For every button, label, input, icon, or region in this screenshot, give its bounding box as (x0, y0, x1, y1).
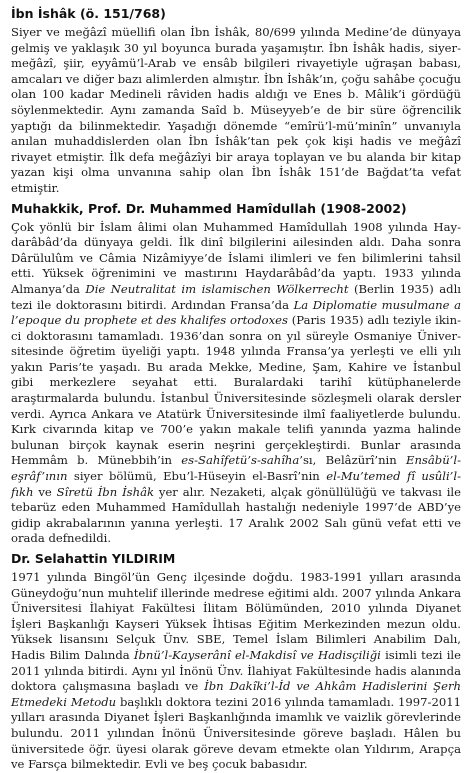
body-text: ’sı, Belâzürî’nin (299, 453, 406, 468)
body-text: yer alır. Nezaketi, alçak gönüllülüğü ve takvası ile tebarüz eden Muhammed Hamîdullah hastalığı nedeniyle 1997’de ABD’ye gidip akrabalarının yanına yerleşti. 17 Aralık 2002 Salı günü vefat etti ve orada defnedildi. (11, 484, 461, 546)
body-text: ve (33, 484, 57, 499)
body-text: (Paris 1935) adlı teziyle ikinci doktorasını tamamladı. 1936’dan sonra on yıl süreyle Osmaniye Üniversitesinde öğretim üyeliği yaptı. 1948 yılında Fransa’ya yerleşti ve elli yılı yakın Paris’te yaşadı. Bu arada Mekke, Medine, Şam, Kahire ve İstanbul gibi merkezlere seyahat etti. Buralardaki tarihî kütüphanelerde araştırmalarda bulundu. İstanbul Üniversitesinde sözleşmeli olarak dersler verdi. Ayrıca Ankara ve Atatürk Üniversitesinde ilmî faaliyetlerde bulundu. Kırk civarında kitap ve 700’e yakın makale telifi yanında yazma halinde bulunan birçok kaynak eserin neşrini gerçekleştirdi. Bunlar arasında Hemmâm b. Münebbih’in (11, 313, 461, 468)
bio-section-yildirim (11, 551, 461, 773)
italic-title-text: es-Sahîfetü’s-sahîha (181, 453, 300, 468)
body-text: 1971 yılında Bingöl’ün Genç ilçesinde doğdu. 1983-1991 yılları arasında Güneydoğu’nun muhtelif illerinde medrese eğitimi aldı. 2007 yılında Ankara Üniversitesi İlahiyat Fakültesi İlitam Bölümünden, 2010 yılında Diyanet İşleri Başkanlığı Kayseri Yüksek İhtisas Eğitim Merkezinden mezun oldu. Yüksek lisansını Selçuk Ünv. SBE, Temel İslam Bilimleri Anabilim Dalı, Hadis Bilim Dalında (11, 570, 461, 662)
italic-title-text: Ensâbü’l-eşrâf’ının (11, 453, 461, 484)
section-heading: Dr. Selahattin YILDIRIM (11, 551, 176, 566)
body-text: Siyer ve meğâzî müellifi olan İbn İshâk, 80/699 yılında Medine’de dünyaya gelmiş ve yaklaşık 30 yıl boyunca burada yaşamıştır. İbn İshâk hadis, siyer-meğâzî, şiir, eyyâmü’l-Arab ve ensâb bilgileri rivayetiyle uğraşan babası, amcaları ve diğer bazı alimlerden almıştır. İbn İshâk’ın, çoğu sahâbe çocuğu olan 100 kadar Medineli râviden hadis aldığı ve Enes b. Mâlik’i gördüğü söylenmektedir. Aynı zamanda Saîd b. Müseyyeb’e de bir süre öğrencilik yaptığı da bilinmektedir. Yaşadığı dönemde “emîrü’l-mü’minîn” unvanıyla anılan muhaddislerden olan İbn İshâk’tan pek çok kişi hadis ve meğâzî rivayet etmiştir. İlk defa meğâzîyi bir araya toplayan ve bu alanda bir kitap yazan kişi olma unvanına sahip olan İbn İshâk 151’de Bağdat’ta vefat etmiştir. (11, 25, 461, 195)
body-text: siyer bölümü, Ebu’l-Hüseyin el-Basrî’nin (67, 469, 327, 484)
body-text: Çok yönlü bir İslam âlimi olan Muhammed Hamîdullah 1908 yılında Haydarâbâd’da dünyaya geldi. İlk dinî bilgilerini ailesinden aldı. Daha sonra Dârülulûm ve Câmia Nizâmiyye’de İslami ilimleri ve fen bilimlerini tahsil etti. Yüksek öğrenimini ve mastırını Haydarâbâd’da yaptı. 1933 yılında Almanya’da (11, 219, 461, 296)
body-text: (Berlin 1935) adlı tezi ile doktorasını bitirdi. Ardından Fransa’da (11, 281, 462, 312)
section-paragraph (11, 220, 461, 547)
bio-section-hamidullah (11, 201, 461, 547)
italic-title-text: el-Mu’temed fî usûli’l-fıkh (11, 469, 461, 499)
section-paragraph (11, 570, 461, 773)
italic-title-text: İbnü’l-Kayserânî el-Makdisî ve Hadisçiliği (133, 647, 381, 662)
section-heading: Muhakkik, Prof. Dr. Muhammed Hamîdullah (1908-2002) (11, 200, 407, 216)
bio-section-ibn-ishak (11, 6, 461, 197)
italic-title-text: La Diplomatie musulmane a l’epoque du prophete et des khalifes ortodoxes (11, 297, 461, 328)
italic-title-text: Die Neutralitat im islamischen Wölkerrecht (85, 281, 349, 296)
italic-title-text: Sîretü İbn İshâk (56, 484, 155, 499)
section-paragraph (11, 25, 461, 197)
body-text: başlıklı doktora tezini 2016 yılında tamamladı. 1997-2011 yılları arasında Diyanet İşleri Başkanlığında imamlık ve vaizlik görevlerinde bulundu. 2011 yılından İnönü Üniversitesinde göreve başladı. Hâlen bu üniversitede öğr. üyesi olarak göreve devam etmekte olan Yıldırım, Arapça ve Farsça bilmektedir. Evli ve beş çocuk babasıdır. (11, 694, 461, 772)
italic-title-text: İbn Dakîki’l-İd ve Ahkâm Hadislerini Şerh Etmedeki Metodu (11, 679, 461, 709)
body-text: isimli tezi ile 2011 yılında bitirdi. Aynı yıl İnönü Ünv. İlahiyat Fakültesinde hadis alanında doktora çalışmasına başladı ve (11, 647, 461, 694)
section-heading: İbn İshâk (ö. 151/768) (11, 6, 166, 21)
